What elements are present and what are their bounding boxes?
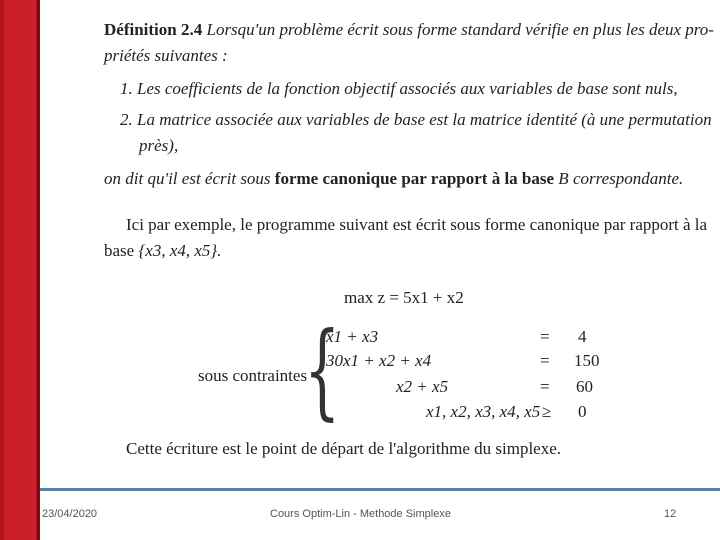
item-2-text-line-1: La matrice associée aux variables de base est la matrice identité (à une permutation [137, 110, 712, 129]
conclusion-post: correspondante. [572, 169, 684, 188]
example-base-word: base [104, 241, 135, 260]
constraint-3-rhs: 60 [576, 377, 593, 396]
conclusion-pre: on dit qu'il est écrit sous [104, 169, 271, 188]
constraint-3-lhs: x2 + x5 [396, 377, 449, 396]
side-accent-bar-fill [4, 0, 36, 540]
constraints-brace: { [304, 309, 341, 431]
constraints-label: sous contraintes [198, 366, 308, 385]
item-2-number: 2. [120, 110, 133, 129]
constraint-row-2 [326, 351, 556, 371]
constraint-2-lhs: 30x1 + x2 + x4 [326, 351, 432, 370]
item-1-number: 1. [120, 79, 133, 98]
constraint-1-rhs: 4 [578, 327, 587, 346]
constraint-4-rhs: 0 [578, 402, 587, 421]
definition-line-1 [104, 20, 714, 40]
footer-date: 23/04/2020 [42, 508, 98, 520]
constraint-2-rhs: 150 [574, 351, 600, 370]
constraint-row-1 [326, 327, 556, 347]
closing-sentence: Cette écriture est le point de départ de l'algorithme du simplexe. [126, 439, 562, 458]
example-basis-set: {x3, x4, x5}. [138, 241, 222, 260]
definition-item-2 [120, 110, 712, 130]
footer-course-title: Cours Optim-Lin - Methode Simplexe [270, 508, 451, 520]
item-2-text-line-2: près), [139, 136, 179, 155]
conclusion-var: B [558, 169, 569, 188]
definition-title: Définition [104, 20, 177, 39]
constraint-3-rel: = [540, 377, 550, 396]
constraint-row-3 [396, 377, 546, 397]
definition-intro-line-1: Lorsqu'un problème écrit sous forme standard vérifie en plus les deux pro- [206, 20, 714, 39]
example-line-1: Ici par exemple, le programme suivant est écrit sous forme canonique par rapport à la [126, 215, 708, 234]
definition-conclusion [104, 169, 683, 189]
item-1-text: Les coefficients de la fonction objectif associés aux variables de base sont nuls, [137, 79, 678, 98]
constraint-4-lhs: x1, x2, x3, x4, x5 [426, 402, 541, 421]
constraint-row-4 [426, 402, 546, 422]
definition-intro-line-2: priétés suivantes : [104, 46, 228, 65]
side-accent-bar [0, 0, 40, 540]
constraint-1-rel: = [540, 327, 550, 346]
constraint-4-rel: ≥ [542, 402, 552, 421]
footer-rule [40, 488, 720, 491]
definition-item-1 [120, 79, 678, 99]
side-accent-bar-edge [37, 0, 40, 540]
objective-function: max z = 5x1 + x2 [344, 288, 464, 307]
definition-number: 2.4 [180, 20, 203, 39]
constraint-2-rel: = [540, 351, 550, 370]
conclusion-bold: forme canonique par rapport à la base [274, 169, 555, 188]
example-line-2 [104, 241, 221, 261]
footer-page-number: 12 [664, 508, 677, 520]
constraint-1-lhs: x1 + x3 [326, 327, 379, 346]
